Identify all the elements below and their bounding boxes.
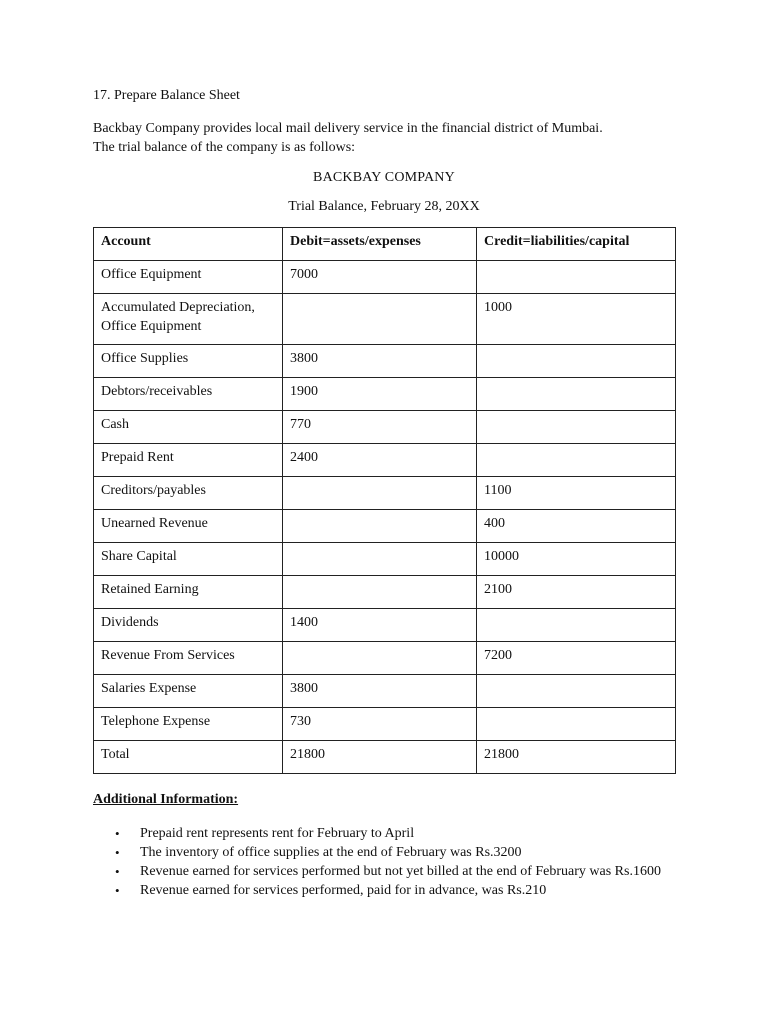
company-name: BACKBAY COMPANY	[313, 170, 455, 185]
debit-cell: 1400	[283, 609, 477, 642]
header-credit: Credit=liabilities/capital	[477, 228, 676, 261]
intro-line-1: Backbay Company provides local mail delivery service in the financial district of Mumbai.	[93, 121, 603, 136]
header-debit: Debit=assets/expenses	[283, 228, 477, 261]
table-row	[94, 576, 676, 609]
table-row	[94, 378, 676, 411]
account-cell: Prepaid Rent	[94, 444, 283, 477]
credit-cell: 1000	[477, 294, 676, 345]
debit-cell	[283, 510, 477, 543]
credit-cell	[477, 345, 676, 378]
table-row	[94, 543, 676, 576]
debit-cell: 7000	[283, 261, 477, 294]
credit-cell	[477, 378, 676, 411]
credit-cell	[477, 708, 676, 741]
debit-cell: 2400	[283, 444, 477, 477]
credit-cell: 10000	[477, 543, 676, 576]
account-cell: Cash	[94, 411, 283, 444]
account-cell: Accumulated Depreciation, Office Equipment	[94, 294, 283, 345]
account-cell: Dividends	[94, 609, 283, 642]
table-row	[94, 345, 676, 378]
credit-cell	[477, 675, 676, 708]
list-item	[93, 824, 683, 843]
list-item	[93, 862, 683, 881]
debit-cell: 1900	[283, 378, 477, 411]
additional-info-title: Additional Information:	[93, 792, 239, 807]
bullet-icon: •	[115, 826, 120, 841]
table-row	[94, 675, 676, 708]
credit-cell: 2100	[477, 576, 676, 609]
intro-paragraph	[93, 119, 693, 157]
account-cell: Share Capital	[94, 543, 283, 576]
trial-balance-table	[93, 227, 676, 774]
intro-line-2: The trial balance of the company is as follows:	[93, 140, 356, 155]
table-row	[94, 510, 676, 543]
list-item	[93, 843, 683, 862]
table-row	[94, 609, 676, 642]
table-row	[94, 477, 676, 510]
table-row	[94, 708, 676, 741]
account-cell: Telephone Expense	[94, 708, 283, 741]
credit-cell: 1100	[477, 477, 676, 510]
account-cell: Unearned Revenue	[94, 510, 283, 543]
report-title: Trial Balance, February 28, 20XX	[288, 199, 480, 214]
account-cell: Debtors/receivables	[94, 378, 283, 411]
account-cell: Retained Earning	[94, 576, 283, 609]
bullet-icon: •	[115, 864, 120, 879]
table-row	[94, 444, 676, 477]
debit-cell: 3800	[283, 345, 477, 378]
list-item-text: Revenue earned for services performed but not yet billed at the end of February was Rs.1600	[140, 864, 661, 879]
debit-cell	[283, 543, 477, 576]
account-cell: Office Equipment	[94, 261, 283, 294]
debit-cell: 730	[283, 708, 477, 741]
list-item	[93, 881, 683, 900]
account-cell: Office Supplies	[94, 345, 283, 378]
question-heading: 17. Prepare Balance Sheet	[93, 88, 240, 103]
list-item-text: Revenue earned for services performed, paid for in advance, was Rs.210	[140, 883, 547, 898]
debit-cell: 21800	[283, 741, 477, 774]
debit-cell: 770	[283, 411, 477, 444]
table-row	[94, 411, 676, 444]
table-row	[94, 261, 676, 294]
credit-cell	[477, 261, 676, 294]
credit-cell: 7200	[477, 642, 676, 675]
debit-cell	[283, 294, 477, 345]
debit-cell: 3800	[283, 675, 477, 708]
header-account: Account	[94, 228, 283, 261]
account-cell: Total	[94, 741, 283, 774]
table-header-row	[94, 228, 676, 261]
account-cell: Salaries Expense	[94, 675, 283, 708]
credit-cell: 21800	[477, 741, 676, 774]
bullet-icon: •	[115, 845, 120, 860]
total-row	[94, 741, 676, 774]
account-cell: Revenue From Services	[94, 642, 283, 675]
additional-info-list	[93, 824, 683, 900]
table-row	[94, 294, 676, 345]
bullet-icon: •	[115, 883, 120, 898]
list-item-text: The inventory of office supplies at the end of February was Rs.3200	[140, 845, 522, 860]
credit-cell	[477, 444, 676, 477]
debit-cell	[283, 576, 477, 609]
table-row	[94, 642, 676, 675]
debit-cell	[283, 477, 477, 510]
list-item-text: Prepaid rent represents rent for February to April	[140, 826, 415, 841]
credit-cell	[477, 609, 676, 642]
debit-cell	[283, 642, 477, 675]
account-cell: Creditors/payables	[94, 477, 283, 510]
credit-cell	[477, 411, 676, 444]
credit-cell: 400	[477, 510, 676, 543]
